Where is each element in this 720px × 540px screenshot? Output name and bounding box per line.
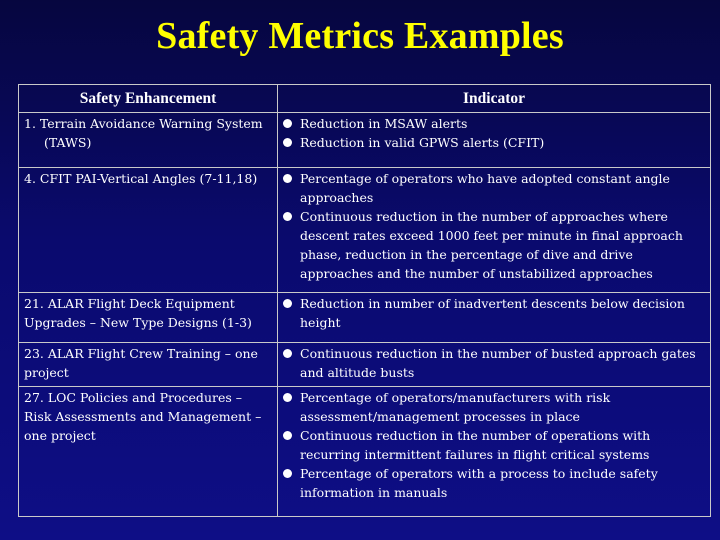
indicator-item: Reduction in valid GPWS alerts (CFIT): [283, 133, 705, 152]
indicator-item: Percentage of operators with a process to include safety information in manuals: [283, 464, 705, 502]
enhancement-cell: [19, 387, 278, 517]
indicator-cell: [278, 113, 711, 168]
slide-title: Safety Metrics Examples: [156, 15, 564, 57]
indicator-item: Continuous reduction in the number of operations with recurring intermittent failures in flight critical systems: [283, 426, 705, 464]
indicator-cell: [278, 168, 711, 293]
bullet-icon: [283, 469, 292, 478]
indicator-item: Reduction in MSAW alerts: [283, 114, 705, 133]
indicator-item: Reduction in number of inadvertent descents below decision height: [283, 294, 705, 332]
header-safety-enhancement: Safety Enhancement: [19, 85, 278, 113]
enhancement-text: 23. ALAR Flight Crew Training – one project: [24, 346, 258, 380]
table-row: [19, 168, 711, 293]
table-row: [19, 387, 711, 517]
indicator-item: Percentage of operators who have adopted constant angle approaches: [283, 169, 705, 207]
enhancement-cell: [19, 113, 278, 168]
bullet-icon: [283, 299, 292, 308]
enhancement-cell: [19, 293, 278, 343]
table-row: [19, 113, 711, 168]
enhancement-cell: [19, 343, 278, 387]
indicator-item: Continuous reduction in the number of busted approach gates and altitude busts: [283, 344, 705, 382]
bullet-icon: [283, 119, 292, 128]
enhancement-text: 4. CFIT PAI-Vertical Angles (7-11,18): [24, 171, 258, 186]
bullet-icon: [283, 393, 292, 402]
table-row: [19, 343, 711, 387]
table-header-row: [19, 85, 711, 113]
indicator-cell: [278, 387, 711, 517]
bullet-icon: [283, 138, 292, 147]
bullet-icon: [283, 431, 292, 440]
enhancement-text: 21. ALAR Flight Deck Equipment Upgrades – New Type Designs (1-3): [24, 296, 252, 330]
indicator-cell: [278, 343, 711, 387]
enhancement-text: 27. LOC Policies and Procedures – Risk Assessments and Management – one project: [24, 390, 262, 443]
table-row: [19, 293, 711, 343]
header-indicator: Indicator: [278, 85, 711, 113]
indicator-item: Percentage of operators/manufacturers with risk assessment/management processes in place: [283, 388, 705, 426]
bullet-icon: [283, 174, 292, 183]
safety-metrics-table: [18, 84, 711, 517]
bullet-icon: [283, 349, 292, 358]
enhancement-text: 1. Terrain Avoidance Warning System (TAWS): [24, 116, 263, 150]
indicator-cell: [278, 293, 711, 343]
enhancement-cell: [19, 168, 278, 293]
indicator-item: Continuous reduction in the number of approaches where descent rates exceed 1000 feet per minute in final approach phase, reduction in the percentage of dive and drive approaches and the number of unstabilized approaches: [283, 207, 705, 283]
bullet-icon: [283, 212, 292, 221]
